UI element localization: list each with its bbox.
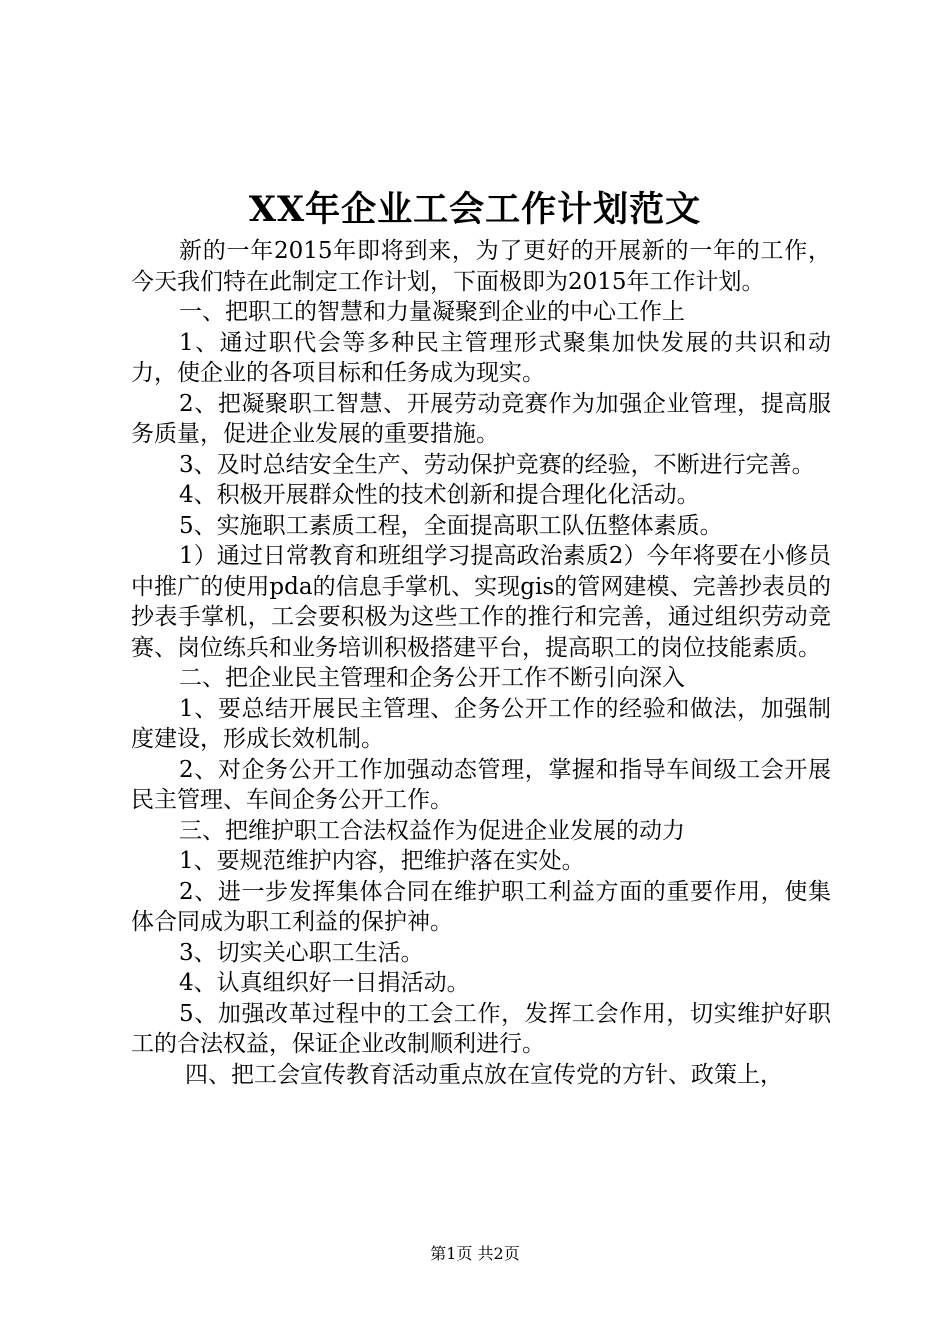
section-heading-3: 三、把维护职工合法权益作为促进企业发展的动力 [179, 817, 685, 844]
section-heading-1: 一、把职工的智慧和力量凝聚到企业的中心工作上 [179, 299, 685, 325]
section-heading-2: 二、把企业民主管理和企务公开工作不断引向深入 [179, 665, 685, 691]
list-item: 1、要规范维护内容，把维护落在实处。 [179, 848, 585, 874]
page-number-footer: 第1页 共2页 [430, 1244, 520, 1263]
document-body [131, 236, 831, 1090]
list-item: 2、对企务公开工作加强动态管理，掌握和指导车间级工会开展民主管理、车间企务公开工作。 [131, 756, 831, 813]
list-item: 2、进一步发挥集体合同在维护职工利益方面的重要作用，使集体合同成为职工利益的保护神。 [131, 878, 831, 935]
list-item: 3、切实关心职工生活。 [179, 939, 424, 966]
list-item: 4、积极开展群众性的技术创新和提合理化化活动。 [179, 482, 700, 508]
list-item: 3、及时总结安全生产、劳动保护竞赛的经验，不断进行完善。 [179, 451, 815, 478]
list-item: 4、认真组织好一日捐活动。 [179, 970, 470, 996]
list-item: 5、加强改革过程中的工会工作，发挥工会作用，切实维护好职工的合法权益，保证企业改制顺利进行。 [131, 1000, 831, 1057]
document-title: XX年企业工会工作计划范文 [248, 189, 702, 230]
section-heading-4: 四、把工会宣传教育活动重点放在宣传党的方针、政策上， [185, 1061, 783, 1088]
list-item: 2、把凝聚职工智慧、开展劳动竞赛作为加强企业管理，提高服务质量，促进企业发展的重要措施。 [131, 390, 831, 447]
list-item: 1）通过日常教育和班组学习提高政治素质2）今年将要在小修员中推广的使用pda的信息手掌机、实现gis的管网建模、完善抄表员的抄表手掌机，工会要积极为这些工作的推行和完善，通过组织劳动竞赛、岗位练兵和业务培训积极搭建平台，提高职工的岗位技能素质。 [131, 543, 831, 661]
intro-paragraph: 新的一年2015年即将到来，为了更好的开展新的一年的工作，今天我们特在此制定工作计划，下面极即为2015年工作计划。 [131, 238, 831, 295]
list-item: 1、通过职代会等多种民主管理形式聚集加快发展的共识和动力，使企业的各项目标和任务成为现实。 [131, 329, 831, 386]
list-item: 1、要总结开展民主管理、企务公开工作的经验和做法，加强制度建设，形成长效机制。 [131, 695, 831, 752]
list-item: 5、实施职工素质工程，全面提高职工队伍整体素质。 [179, 512, 723, 539]
